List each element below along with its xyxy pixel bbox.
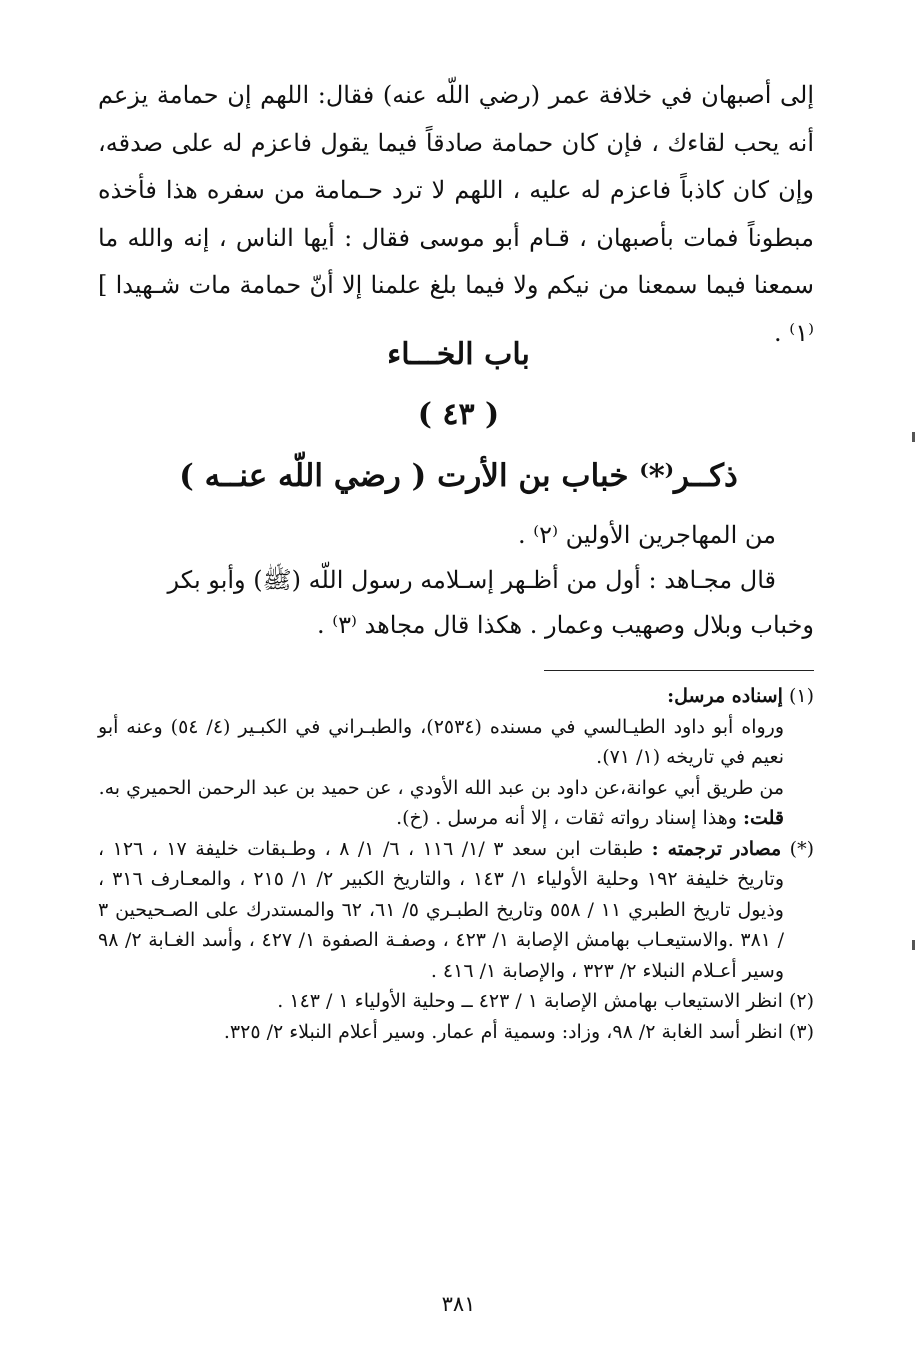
narrative-paragraph — [98, 72, 814, 357]
footnote-1-note — [98, 803, 814, 834]
footnote-title: إسناده مرسل: — [667, 685, 783, 707]
footnotes — [98, 681, 814, 1047]
narrative-line: مبطوناً فمات بأصبهان ، قـام أبو موسى فقال : أيها الناس ، إنه والله ما — [98, 223, 814, 252]
narrative-line: إلى أصبهان في خلافة عمر (رضي اللّه عنه) فقال: اللهم إن حمامة يزعم — [98, 81, 814, 109]
footnote-1-heading — [98, 681, 814, 712]
footnote-divider — [544, 670, 814, 671]
entry-text — [98, 513, 814, 648]
entry-number: ( ٤٣ ) — [417, 397, 500, 432]
footnote-star — [98, 834, 814, 987]
note-text: وهذا إسناد رواته ثقات ، إلا أنه مرسل . (خ). — [396, 807, 737, 829]
page-number: ٣٨١ — [441, 1292, 476, 1316]
footnote-title: مصادر ترجمته : — [651, 837, 782, 860]
footnote-marker: (١) — [788, 685, 814, 707]
footnote-1-source: ورواه أبو داود الطيـالسي في مسنده (٢٥٣٤)، والطبـراني في الكبـير (٤/ ٥٤) وعنه أبو نعيم في تاريخه (١/ ٧١). — [98, 715, 784, 768]
scan-edge-mark — [912, 432, 915, 442]
footnote-1-chain: من طريق أبي عوانة،عن داود بن عبد الله الأودي ، عن حميد بن عبد الرحمن الحميري به. — [98, 776, 784, 799]
narrative-line: سمعنا فيما سمعنا من نيكم ولا فيما بلغ علمنا إلا أنّ حمامة مات شـهيدا ]⁽١⁾ . — [98, 271, 814, 347]
scan-edge-mark — [912, 940, 915, 950]
entry-heading: ذكــر⁽*⁾ خباب بن الأرت ( رضي اللّه عنــه ) — [179, 458, 738, 494]
entry-line: وخباب وبلال وصهيب وعمار . هكذا قال مجاهد ⁽٣⁾ . — [316, 611, 814, 639]
entry-line: قال مجـاهد : أول من أظـهر إسـلامه رسول اللّه (ﷺ) وأبو بكر — [167, 566, 776, 594]
narrative-line: وإن كان كاذباً فاعزم له عليه ، اللهم لا ترد حـمامة من سفره هذا فأخذه — [98, 176, 814, 204]
footnote-2: (٢) انظر الاستيعاب بهامش الإصابة ١ / ٤٢٣ ــ وحلية الأولياء ١ / ١٤٣ . — [277, 990, 814, 1012]
footnote-3: (٣) انظر أسد الغابة ٢/ ٩٨، وزاد: وسمية أم عمار. وسير أعلام النبلاء ٢/ ٣٢٥. — [223, 1020, 814, 1043]
footnote-star-text: طبقات ابن سعد ٣ /١/ ١١٦ ، ٦/ ١/ ٨ ، وطـبقات خليفة ١٧ ، ١٢٦ ، وتاريخ خليفة ١٩٢ وحلية الأولياء ١/ ١٤٣ ، والتاريخ الكبير ٢/ ١/ ٢١٥ ، والمعـارف ٣١٦ ، وذيول تاريخ الطبري ١١ / ٥٥٨ وتاريخ الطبـري ٥/ ٦١، ٦٢ والمستدرك على الصـحيحين ٣ / ٣٨١ .والاستيعـاب بهامش الإصابة ١/ ٤٢٣ ، وصفـة الصفوة ١/ ٤٢٧ ، وأسد الغـابة ٢/ ٩٨ وسير أعـلام النبلاء ٢/ ٣٢٣ ، والإصابة ١/ ٤١٦ . — [98, 837, 785, 982]
narrative-line: أنه يحب لقاءك ، فإن كان حمامة صادقاً فيما يقول فاعزم له على صدقه، — [98, 128, 814, 157]
note-label: قلت: — [742, 807, 784, 829]
section-title: باب الخـــاء — [387, 337, 530, 372]
footnote-marker: (*) — [789, 837, 814, 860]
entry-line: من المهاجرين الأولين ⁽٢⁾ . — [518, 521, 776, 549]
